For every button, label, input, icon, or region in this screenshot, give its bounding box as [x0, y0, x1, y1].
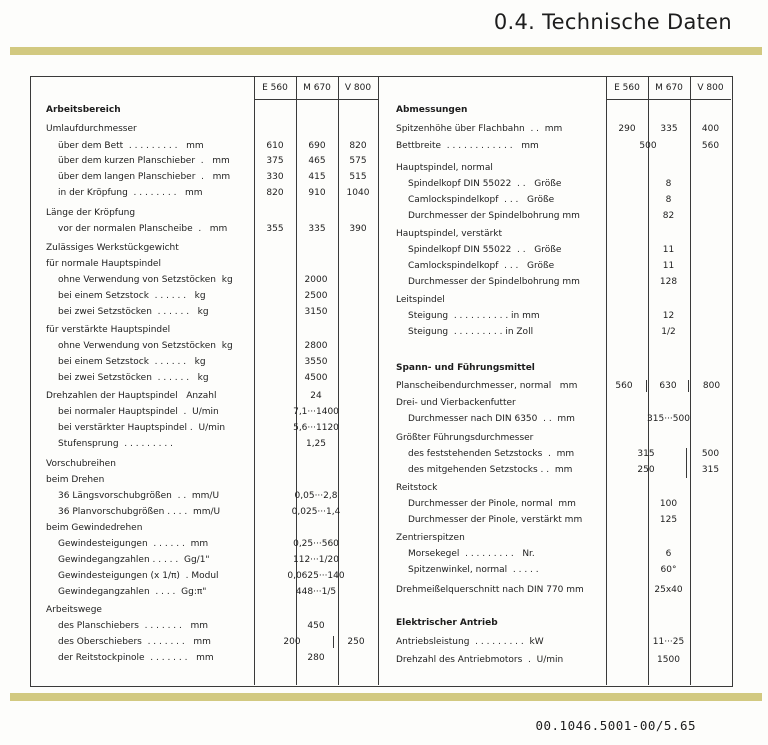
row-label: bei normaler Hauptspindel . U/min — [58, 407, 219, 417]
row-label: des mitgehenden Setzstocks . . mm — [408, 465, 573, 475]
group-beim-drehen: beim Drehen — [46, 475, 105, 485]
group-backenfutter: Drei- und Vierbackenfutter — [396, 398, 516, 408]
section-arbeitsbereich: Arbeitsbereich — [46, 105, 121, 115]
row-label: Camlockspindelkopf . . . Größe — [408, 195, 555, 205]
row-value: 315···500 — [647, 414, 690, 424]
page-title: 0.4. Technische Daten — [493, 10, 732, 34]
value-separator — [686, 448, 687, 478]
row-value: 11···25 — [652, 637, 685, 647]
row-label: bei zwei Setzstöcken . . . . . . kg — [58, 373, 209, 383]
group-werkstueckgewicht: Zulässiges Werkstückgewicht — [46, 243, 179, 253]
row-value-v800: 250 — [347, 637, 365, 647]
row-label: Spitzenwinkel, normal . . . . . — [408, 565, 539, 575]
row-value: 1,25 — [305, 439, 327, 449]
row-label: 36 Längsvorschubgrößen . . mm/U — [58, 491, 220, 501]
row-value: 4500 — [304, 373, 328, 383]
row-value-v800: 390 — [349, 224, 367, 234]
value-separator — [646, 380, 647, 392]
row-label: Drehmeißelquerschnitt nach DIN 770 mm — [396, 585, 584, 595]
row-value-v800: 820 — [349, 141, 367, 151]
row-label: Spindelkopf DIN 55022 . . Größe — [408, 179, 562, 189]
row-value-m670: 630 — [659, 381, 677, 391]
row-label: Gewindesteigungen . . . . . . mm — [58, 539, 209, 549]
col-header-e560: E 560 — [262, 83, 288, 93]
row-value-v800: 800 — [702, 381, 721, 391]
header-rule — [10, 47, 762, 55]
row-value: 11 — [662, 245, 675, 255]
row-value-e560: 290 — [618, 124, 636, 134]
row-label: Drehzahlen der Hauptspindel Anzahl — [46, 391, 217, 401]
group-reitstock: Reitstock — [396, 483, 438, 493]
row-label: über dem kurzen Planschieber . mm — [58, 156, 230, 166]
row-value: 11 — [662, 261, 675, 271]
row-value-m670: 415 — [308, 172, 326, 182]
group-gewindedrehen: beim Gewindedrehen — [46, 523, 143, 533]
row-label: des Oberschiebers . . . . . . . mm — [58, 637, 211, 647]
row-label: Spindelkopf DIN 55022 . . Größe — [408, 245, 562, 255]
row-label: Gewindesteigungen (x 1/π) . Modul — [58, 571, 219, 581]
section-elektrischer-antrieb: Elektrischer Antrieb — [396, 618, 498, 628]
col-header-v800: V 800 — [344, 83, 372, 93]
row-label: ohne Verwendung von Setzstöcken kg — [58, 341, 233, 351]
row-label: Stufensprung . . . . . . . . . — [58, 439, 173, 449]
row-value: 0,025···1,4 — [291, 507, 341, 517]
row-label: des Planschiebers . . . . . . . mm — [58, 621, 208, 631]
group-hauptspindel-normal: Hauptspindel, normal — [396, 163, 493, 173]
row-value: 6 — [665, 549, 672, 559]
row-label: Antriebsleistung . . . . . . . . . kW — [396, 637, 544, 647]
row-value: 12 — [662, 311, 675, 321]
row-label: bei einem Setzstock . . . . . . kg — [58, 357, 206, 367]
row-label: vor der normalen Planscheibe . mm — [58, 224, 228, 234]
row-label: Durchmesser nach DIN 6350 . . mm — [408, 414, 575, 424]
row-value: 2800 — [304, 341, 328, 351]
row-value-v800: 500 — [701, 449, 720, 459]
row-label: Drehzahl des Antriebmotors . U/min — [396, 655, 564, 665]
col-header-v800-right: V 800 — [697, 83, 724, 93]
row-value: 1/2 — [661, 327, 676, 337]
table-divider — [378, 76, 379, 685]
row-value-m670: 335 — [308, 224, 326, 234]
row-label: bei zwei Setzstöcken . . . . . . kg — [58, 307, 209, 317]
row-value: 3550 — [304, 357, 328, 367]
row-label: Durchmesser der Pinole, verstärkt mm — [408, 515, 583, 525]
row-value: 82 — [662, 211, 675, 221]
row-value-e560-m670: 250 — [637, 465, 655, 475]
row-label: in der Kröpfung . . . . . . . . mm — [58, 188, 203, 198]
row-label: Spitzenhöhe über Flachbahn . . mm — [396, 124, 563, 134]
row-value-m670: 690 — [308, 141, 326, 151]
col-header-e560-right: E 560 — [614, 83, 640, 93]
row-label: 36 Planvorschubgrößen . . . . mm/U — [58, 507, 221, 517]
row-value: 3150 — [304, 307, 328, 317]
row-value-e560: 355 — [266, 224, 284, 234]
group-umlaufdurchmesser: Umlaufdurchmesser — [46, 124, 137, 134]
row-value-e560-m670: 500 — [639, 141, 657, 151]
row-value-e560: 560 — [615, 381, 633, 391]
footer-rule — [10, 693, 762, 701]
row-value-v800: 400 — [701, 124, 720, 134]
group-kroepfung: Länge der Kröpfung — [46, 208, 136, 218]
row-value-v800: 1040 — [346, 188, 370, 198]
col-header-m670-right: M 670 — [655, 83, 683, 93]
row-value: 8 — [665, 195, 672, 205]
row-value-m670: 910 — [308, 188, 326, 198]
row-label: Steigung . . . . . . . . . in Zoll — [408, 327, 534, 337]
row-value: 112···1/20 — [293, 555, 339, 565]
group-arbeitswege: Arbeitswege — [46, 605, 102, 615]
row-value-e560: 820 — [266, 188, 284, 198]
row-label: Gewindegangzahlen . . . . . Gg/1" — [58, 555, 210, 565]
row-value-v800: 575 — [349, 156, 367, 166]
right-header-rule — [606, 99, 731, 100]
row-value: 0,0625···140 — [287, 571, 345, 581]
row-label: Gewindegangzahlen . . . . Gg:π" — [58, 587, 207, 597]
row-value: 5,6···1120 — [293, 423, 339, 433]
row-value: 280 — [307, 653, 325, 663]
row-label: Durchmesser der Spindelbohrung mm — [408, 277, 580, 287]
row-value: 8 — [665, 179, 672, 189]
value-separator — [688, 380, 689, 392]
group-verstaerkte-hauptspindel: für verstärkte Hauptspindel — [46, 325, 171, 335]
row-label: bei einem Setzstock . . . . . . kg — [58, 291, 206, 301]
row-value-m670: 465 — [308, 156, 326, 166]
row-label: bei verstärkter Hauptspindel . U/min — [58, 423, 226, 433]
row-value-m670: 335 — [660, 124, 678, 134]
group-fuehrungsdurchmesser: Größter Führungsdurchmesser — [396, 433, 534, 443]
group-zentrierspitzen: Zentrierspitzen — [396, 533, 465, 543]
row-label: Morsekegel . . . . . . . . . Nr. — [408, 549, 535, 559]
row-label: Camlockspindelkopf . . . Größe — [408, 261, 555, 271]
section-spann-fuehrung: Spann- und Führungsmittel — [396, 363, 535, 373]
row-value: 450 — [307, 621, 325, 631]
row-value-e560: 330 — [266, 172, 284, 182]
row-label: der Reitstockpinole . . . . . . . mm — [58, 653, 214, 663]
document-code: 00.1046.5001-00/5.65 — [535, 718, 696, 733]
row-label: des feststehenden Setzstocks . mm — [408, 449, 575, 459]
row-value: 60° — [660, 565, 677, 575]
row-value: 125 — [659, 515, 678, 525]
row-value: 128 — [659, 277, 678, 287]
row-value: 448···1/5 — [295, 587, 337, 597]
group-hauptspindel-verstaerkt: Hauptspindel, verstärkt — [396, 229, 503, 239]
row-label: Steigung . . . . . . . . . . in mm — [408, 311, 540, 321]
left-header-rule — [254, 99, 378, 100]
row-value: 24 — [310, 391, 322, 401]
row-value: 25x40 — [654, 585, 683, 595]
row-value-v800: 560 — [701, 141, 720, 151]
row-value: 2000 — [304, 275, 328, 285]
row-label: über dem Bett . . . . . . . . . mm — [58, 141, 204, 151]
row-label: über dem langen Planschieber . mm — [58, 172, 231, 182]
row-value: 1500 — [657, 655, 680, 665]
row-label: Durchmesser der Spindelbohrung mm — [408, 211, 580, 221]
row-label: ohne Verwendung von Setzstöcken kg — [58, 275, 233, 285]
row-value-e560-m670: 315 — [637, 449, 655, 459]
section-abmessungen: Abmessungen — [396, 105, 468, 115]
row-value-v800: 515 — [349, 172, 367, 182]
row-label: Planscheibendurchmesser, normal mm — [396, 381, 578, 391]
row-value: 0,05···2,8 — [294, 491, 338, 501]
row-label: Durchmesser der Pinole, normal mm — [408, 499, 576, 509]
group-normale-hauptspindel: für normale Hauptspindel — [46, 259, 161, 269]
col-header-m670: M 670 — [303, 83, 331, 93]
row-value-e560: 375 — [266, 156, 284, 166]
group-leitspindel: Leitspindel — [396, 295, 445, 305]
row-value-e560: 610 — [266, 141, 284, 151]
row-value: 2500 — [304, 291, 328, 301]
row-value: 0,25···560 — [293, 539, 339, 549]
row-label: Bettbreite . . . . . . . . . . . . mm — [396, 141, 539, 151]
row-value: 7,1···1400 — [293, 407, 339, 417]
row-value: 100 — [659, 499, 678, 509]
row-value-v800: 315 — [701, 465, 720, 475]
group-vorschubreihen: Vorschubreihen — [46, 459, 116, 469]
row-value-e560-m670: 200 — [283, 637, 301, 647]
